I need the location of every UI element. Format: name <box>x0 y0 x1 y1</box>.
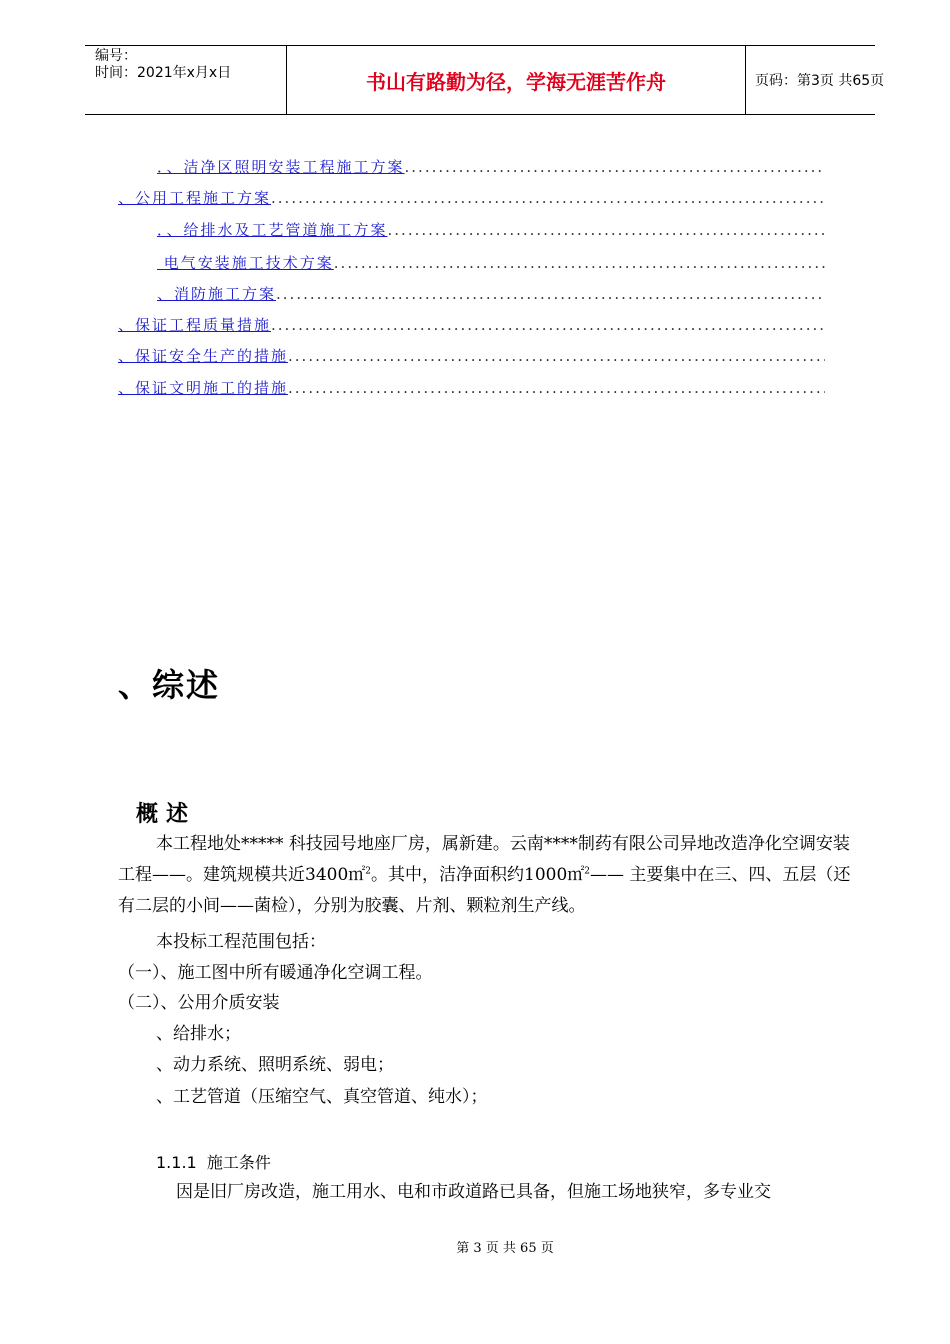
scope-item: （一）、施工图中所有暖通净化空调工程。 <box>118 963 433 983</box>
toc-entry[interactable] <box>157 253 825 273</box>
toc-link[interactable]: 、保证文明施工的措施 <box>118 379 289 397</box>
toc-leader <box>388 220 825 240</box>
scope-intro: 本投标工程范围包括： <box>156 932 326 952</box>
conditions-text: 因是旧厂房改造，施工用水、电和市政道路已具备，但施工场地狭窄，多专业交 <box>176 1182 771 1202</box>
page-footer: 第 3 页 共 65 页 <box>456 1241 554 1256</box>
overview-text-a: 本工程地处***** 科技园号地座厂房，属新建。云南****制药有限公司异地改造净化空调安装工程——。建筑规模共近3400㎡ <box>118 834 850 885</box>
subsection-title: 概述 <box>136 802 197 827</box>
overview-text-b: 。其中，洁净面积约1000㎡ <box>371 865 585 885</box>
overview-text-c: —— 主要集中在三、四、五层（还有二层的小间——菌检），分别为胶囊、片剂、颗粒剂生产线。 <box>118 865 851 916</box>
conditions-title: 1.1.1 施工条件 <box>156 1153 271 1172</box>
scope-subitem: 、给排水； <box>156 1024 241 1044</box>
toc-link[interactable]: 电气安装施工技术方案 <box>157 254 334 272</box>
toc-leader <box>288 346 825 366</box>
scope-item: （二）、公用介质安装 <box>118 993 280 1013</box>
toc-entry[interactable] <box>157 284 825 304</box>
toc-entry[interactable] <box>157 157 825 177</box>
toc-link[interactable]: ．、给排水及工艺管道施工方案 <box>157 221 388 239</box>
superscript: 2 <box>584 866 590 877</box>
toc-entry[interactable] <box>118 188 825 208</box>
toc-leader <box>276 284 825 304</box>
toc-entry[interactable] <box>157 220 825 240</box>
scope-subitem: 、动力系统、照明系统、弱电； <box>156 1055 394 1075</box>
toc-leader <box>271 315 825 335</box>
toc-link[interactable]: 、公用工程施工方案 <box>118 189 272 207</box>
toc-link[interactable]: 、保证工程质量措施 <box>118 316 272 334</box>
header-page-info: 页码：第3页 共65页 <box>755 73 885 89</box>
toc-leader <box>271 188 825 208</box>
overview-paragraph <box>118 829 858 922</box>
document-time-label: 时间：2021年x月x日 <box>95 65 232 81</box>
toc-leader <box>288 378 825 398</box>
document-number-label: 编号： <box>95 48 137 64</box>
toc-entry[interactable] <box>118 378 825 398</box>
toc-leader <box>334 253 825 273</box>
header-meta <box>85 46 287 114</box>
toc-entry[interactable] <box>118 346 825 366</box>
toc-link[interactable]: ．、洁净区照明安装工程施工方案 <box>157 158 405 176</box>
header-motto: 书山有路勤为径，学海无涯苦作舟 <box>287 46 746 114</box>
section-title: 、综述 <box>118 666 221 704</box>
page-header <box>85 45 885 115</box>
toc-link[interactable]: 、保证安全生产的措施 <box>118 347 289 365</box>
scope-subitem: 、工艺管道（压缩空气、真空管道、纯水）； <box>156 1087 488 1107</box>
toc-entry[interactable] <box>118 315 825 335</box>
toc-leader <box>405 157 825 177</box>
toc-link[interactable]: 、消防施工方案 <box>157 285 277 303</box>
superscript: 2 <box>365 866 371 877</box>
